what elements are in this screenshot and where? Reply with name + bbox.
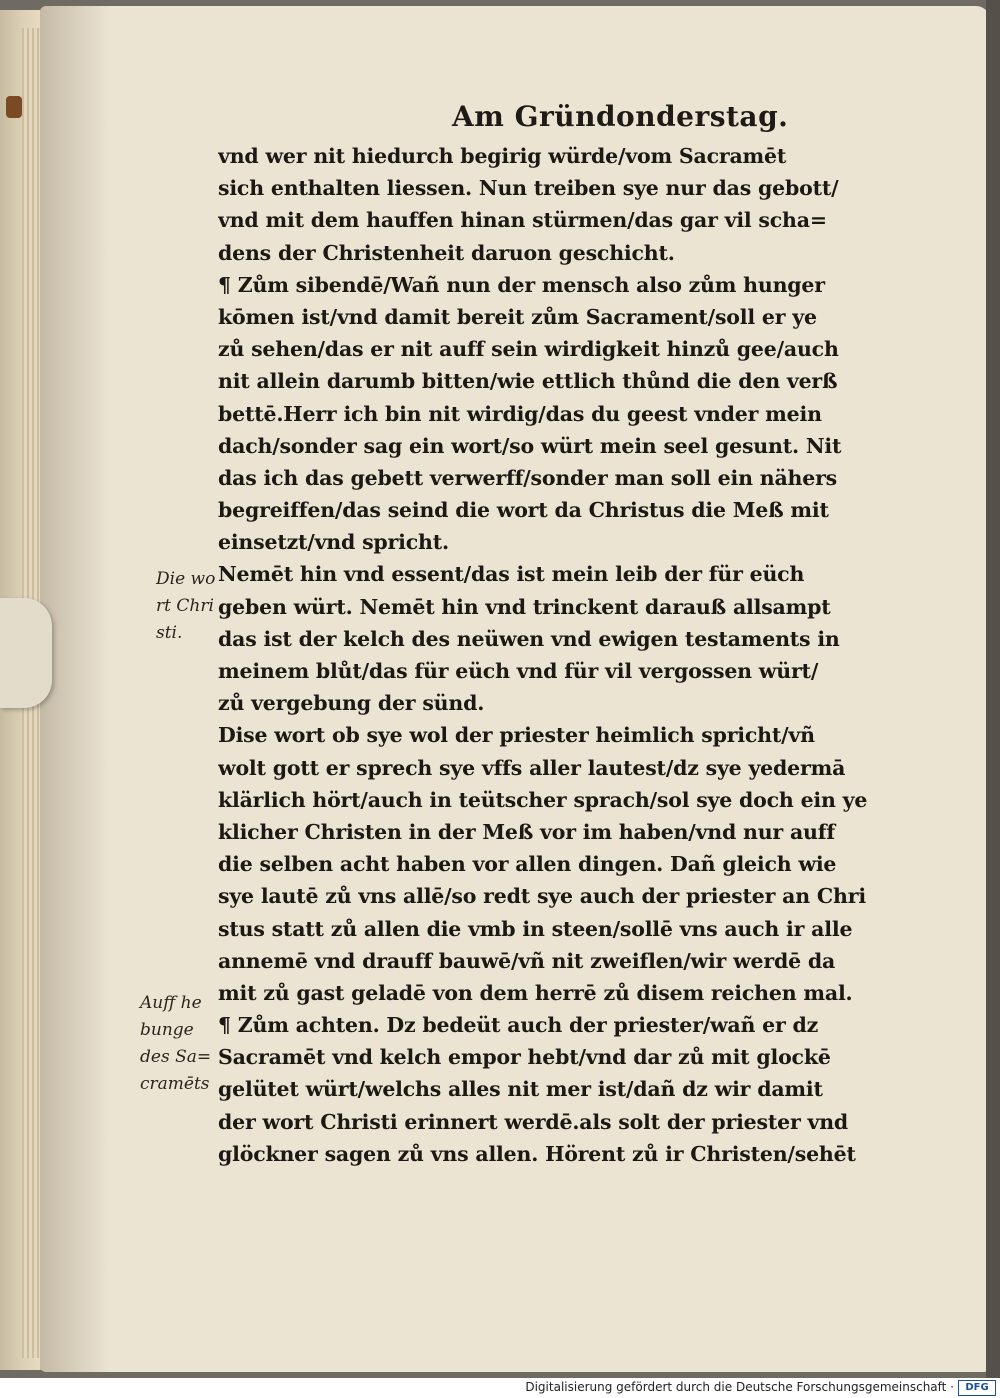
margin-note-line: cramēts: [140, 1074, 210, 1094]
margin-note-die-wort-christi: [156, 566, 215, 647]
text-line: das ich das gebett verwerff/sonder man soll ein nähers: [218, 465, 838, 490]
text-line: stus statt zů allen die vmb in steen/sollē vns auch ir alle: [218, 916, 853, 941]
text-line: glöckner sagen zů vns allen. Hörent zů ir Christen/sehēt: [218, 1141, 856, 1166]
text-line: gelütet würt/welchs alles nit mer ist/dañ dz wir damit: [218, 1077, 823, 1102]
text-line: meinem blůt/das für eüch vnd für vil vergossen würt/: [218, 659, 819, 683]
text-line: der wort Christi erinnert werdē.als solt der priester vnd: [218, 1109, 849, 1134]
margin-note-line: bunge: [140, 1020, 194, 1040]
text-line: sich enthalten liessen. Nun treiben sye nur das gebott/: [218, 176, 839, 201]
binding-stain: [6, 96, 22, 118]
text-line: das ist der kelch des neüwen vnd ewigen testaments in: [218, 626, 840, 651]
text-line: dach/sonder sag ein wort/so würt mein seel gesunt. Nit: [218, 433, 842, 458]
text-line: ¶ Zům achten. Dz bedeüt auch der priester/wañ er dz: [218, 1013, 819, 1038]
text-line: Sacramēt vnd kelch empor hebt/vnd dar zů mit glockē: [218, 1045, 831, 1070]
text-line: dens der Christenheit daruon geschicht.: [218, 240, 675, 265]
text-line: Nemēt hin vnd essent/das ist mein leib der für eüch: [218, 562, 805, 587]
text-line: vnd wer nit hiedurch begirig würde/vom Sacramēt: [218, 144, 787, 168]
text-line: vnd mit dem hauffen hinan stürmen/das gar vil scha=: [218, 208, 827, 233]
text-line: klicher Christen in der Meß vor im haben/vnd nur auff: [218, 819, 835, 844]
margin-note-auffhebunge: [140, 990, 211, 1098]
text-line: annemē vnd drauff bauwē/vñ nit zweiflen/wir werdē da: [218, 948, 836, 973]
margin-note-line: sti.: [156, 623, 183, 643]
text-line: die selben acht haben vor allen dingen. Dañ gleich wie: [218, 852, 837, 877]
text-line: einsetzt/vnd spricht.: [218, 530, 449, 555]
body-text: [218, 140, 918, 1170]
dfg-logo-icon: DFG: [958, 1380, 996, 1396]
running-head: Am Gründonderstag.: [452, 100, 789, 133]
text-line: zů sehen/das er nit auff sein wirdigkeit hinzů gee/auch: [218, 337, 839, 362]
text-line: sye lautē zů vns allē/so redt sye auch der priester an Chri: [218, 884, 866, 909]
text-line: begreiffen/das seind die wort da Christus die Meß mit: [218, 498, 829, 523]
text-line: zů vergebung der sünd.: [218, 691, 485, 716]
text-line: Dise wort ob sye wol der priester heimlich spricht/vñ: [218, 723, 815, 748]
text-line: bettē.Herr ich bin nit wirdig/das du geest vnder mein: [218, 401, 822, 426]
margin-note-line: Auff he: [140, 993, 202, 1013]
text-line: ¶ Zům sibendē/Wañ nun der mensch also zům hunger: [218, 272, 825, 297]
text-line: mit zů gast geladē von dem herrē zů disem reichen mal.: [218, 980, 853, 1005]
margin-note-line: Die wo: [156, 569, 216, 589]
margin-note-line: des Sa=: [140, 1047, 212, 1067]
text-line: geben würt. Nemēt hin vnd trinckent darauß allsampt: [218, 594, 831, 619]
text-line: klärlich hört/auch in teütscher sprach/sol sye doch ein ye: [218, 787, 868, 812]
page-clip-tab: [0, 598, 52, 708]
right-scan-edge: [986, 0, 1000, 1378]
margin-note-line: rt Chri: [156, 596, 214, 616]
text-line: kōmen ist/vnd damit bereit zům Sacrament/soll er ye: [218, 304, 817, 329]
text-line: nit allein darumb bitten/wie ettlich thůnd die den verß: [218, 369, 838, 394]
funding-credit: Digitalisierung gefördert durch die Deutsche Forschungsgemeinschaft ·: [525, 1380, 954, 1394]
text-line: wolt gott er sprech sye vffs aller lautest/dz sye yedermā: [218, 755, 846, 780]
